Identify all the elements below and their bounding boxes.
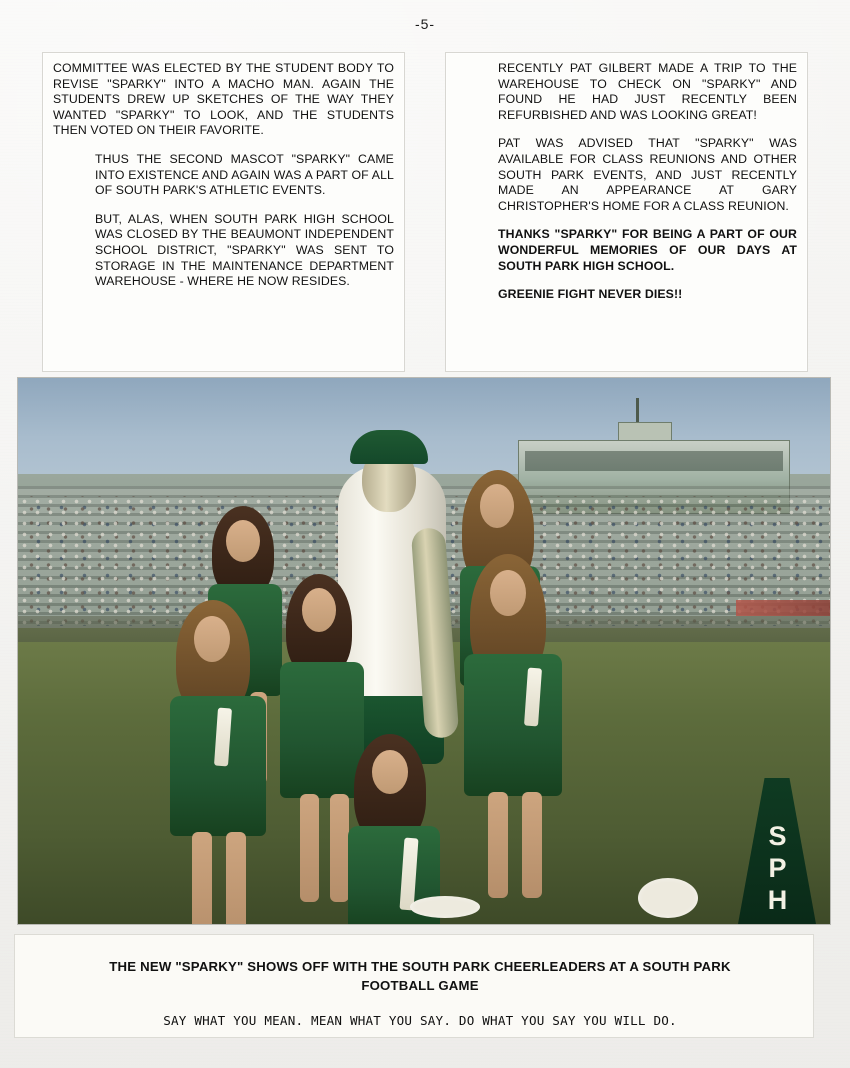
photo-field-banner (736, 600, 830, 616)
paragraph: BUT, ALAS, WHEN SOUTH PARK HIGH SCHOOL WAS CLOSED BY THE BEAUMONT INDEPENDENT SCHOOL DISTRICT, "SPARKY" WAS SENT TO STORAGE IN THE MAINTENANCE DEPARTMENT WAREHOUSE - WHERE HE NOW RESIDES. (95, 211, 394, 289)
motto-line: SAY WHAT YOU MEAN. MEAN WHAT YOU SAY. DO WHAT YOU SAY YOU WILL DO. (163, 1013, 677, 1028)
photo-mascot-hat (350, 430, 428, 464)
photograph (18, 378, 830, 924)
closing-line: GREENIE FIGHT NEVER DIES!! (498, 287, 683, 302)
caption-box (14, 934, 814, 1038)
photo-pom-pom (410, 896, 480, 918)
paragraph: PAT WAS ADVISED THAT "SPARKY" WAS AVAILABLE FOR CLASS REUNIONS AND OTHER SOUTH PARK EVENTS, AND JUST RECENTLY MADE AN APPEARANCE AT GARY CHRISTOPHER'S HOME FOR A CLASS REUNION. (498, 136, 797, 213)
left-column (42, 52, 405, 372)
right-column (445, 52, 808, 372)
photo-caption: THE NEW "SPARKY" SHOWS OFF WITH THE SOUTH PARK CHEERLEADERS AT A SOUTH PARK FOOTBALL GAME (109, 959, 731, 993)
text-columns (42, 52, 808, 372)
paragraph: THANKS "SPARKY" FOR BEING A PART OF OUR WONDERFUL MEMORIES OF OUR DAYS AT SOUTH PARK HIGH SCHOOL. (498, 227, 797, 273)
paragraph: COMMITTEE WAS ELECTED BY THE STUDENT BODY TO REVISE "SPARKY" INTO A MACHO MAN. AGAIN THE STUDENTS DREW UP SKETCHES OF THE WAY THEY WANTED "SPARKY" TO LOOK, AND THE STUDENTS THEN VOTED ON THEIR FAVORITE. (53, 61, 394, 138)
paragraph: RECENTLY PAT GILBERT MADE A TRIP TO THE WAREHOUSE TO CHECK ON "SPARKY" AND FOUND HE HAD JUST RECENTLY BEEN REFURBISHED AND WAS LOOKING GREAT! (498, 61, 797, 122)
photo-megaphone-letters: S P H (767, 821, 789, 915)
page-number: -5- (414, 16, 436, 32)
paragraph: THUS THE SECOND MASCOT "SPARKY" CAME INTO EXISTENCE AND AGAIN WAS A PART OF ALL OF SOUTH PARK'S ATHLETIC EVENTS. (95, 151, 394, 198)
photo-pom-pom (638, 878, 698, 918)
